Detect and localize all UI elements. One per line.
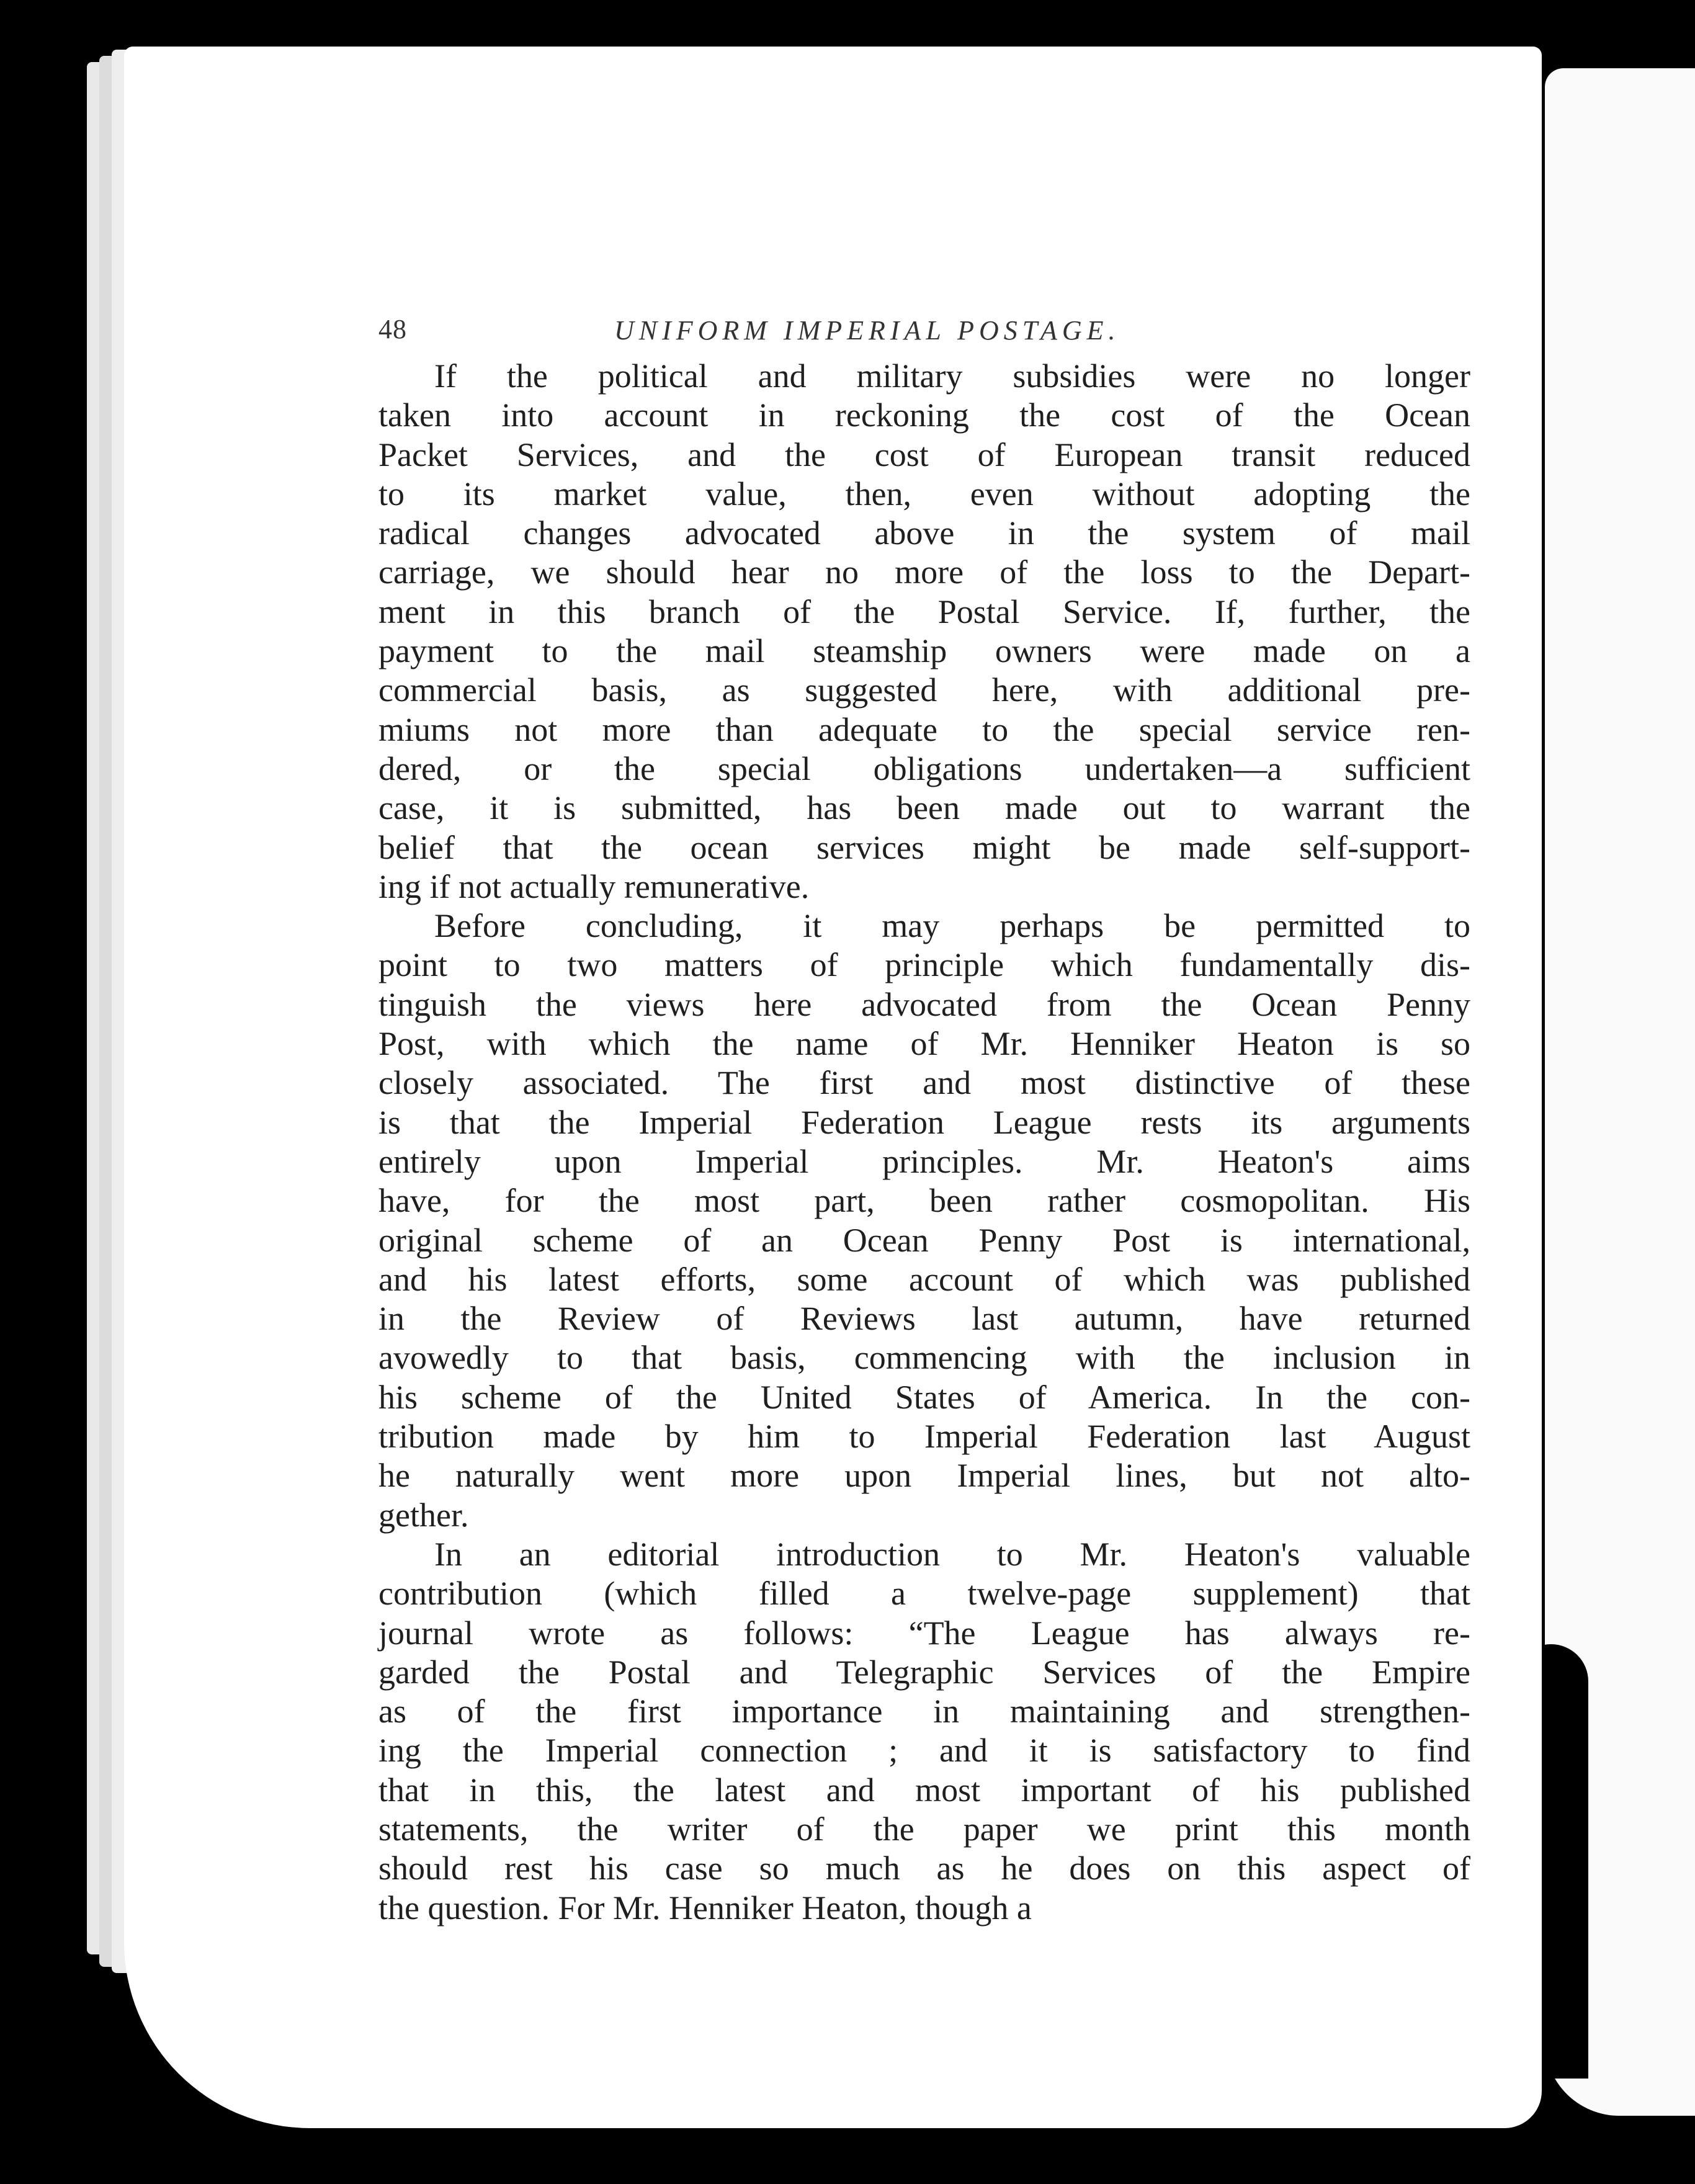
text-line: miums not more than adequate to the special service ren- [378, 710, 1470, 748]
text-line: and his latest efforts, some account of which was published [378, 1260, 1470, 1298]
text-line: point to two matters of principle which fundamentally dis- [378, 946, 1470, 984]
paragraph-1 [378, 357, 1470, 906]
text-line: radical changes advocated above in the system of mail [378, 514, 1470, 552]
paragraph-2 [378, 906, 1470, 1535]
text-line: gether. [378, 1496, 469, 1534]
text-line: ing the Imperial connection ; and it is satisfactory to find [378, 1732, 1470, 1770]
text-line: avowedly to that basis, commencing with the inclusion in [378, 1339, 1470, 1377]
running-title: UNIFORM IMPERIAL POSTAGE. [614, 315, 1120, 346]
text-line: dered, or the special obligations undertaken—a sufficient [378, 750, 1470, 787]
text-line: If the political and military subsidies were no longer [434, 357, 1470, 395]
text-line: should rest his case so much as he does on this aspect of [378, 1850, 1470, 1887]
text-line: carriage, we should hear no more of the loss to the Depart- [378, 553, 1470, 591]
text-line: ing if not actually remunerative. [378, 867, 810, 905]
text-line: Post, with which the name of Mr. Henniker Heaton is so [378, 1025, 1470, 1063]
text-line: that in this, the latest and most important of his published [378, 1771, 1470, 1809]
text-line: journal wrote as follows: “The League has always re- [378, 1614, 1470, 1652]
text-line: as of the first importance in maintaining and strengthen- [378, 1693, 1470, 1730]
text-line: payment to the mail steamship owners were made on a [378, 632, 1470, 670]
text-line: tribution made by him to Imperial Federation last August [378, 1418, 1470, 1456]
text-line: original scheme of an Ocean Penny Post is international, [378, 1221, 1470, 1259]
text-line: his scheme of the United States of America. In the con- [378, 1378, 1470, 1416]
text-line: belief that the ocean services might be made self-support- [378, 828, 1470, 866]
text-line: case, it is submitted, has been made out to warrant the [378, 789, 1470, 827]
text-line: ment in this branch of the Postal Service. If, further, the [378, 593, 1470, 630]
text-line: Packet Services, and the cost of European transit reduced [378, 436, 1470, 473]
text-line: in the Review of Reviews last autumn, have returned [378, 1300, 1470, 1338]
text-line: contribution (which filled a twelve-page supplement) that [378, 1575, 1470, 1613]
page-number: 48 [378, 314, 407, 344]
page-content [378, 301, 1470, 1928]
text-line: have, for the most part, been rather cosmopolitan. His [378, 1182, 1470, 1220]
text-line: tinguish the views here advocated from the Ocean Penny [378, 985, 1470, 1023]
text-line: the question. For Mr. Henniker Heaton, though a [378, 1889, 1032, 1927]
text-line: In an editorial introduction to Mr. Heaton's valuable [434, 1535, 1470, 1573]
text-line: to its market value, then, even without adopting the [378, 475, 1470, 512]
running-header [378, 301, 1470, 357]
text-line: commercial basis, as suggested here, with additional pre- [378, 671, 1470, 709]
paragraph-3 [378, 1535, 1470, 1928]
text-line: taken into account in reckoning the cost of the Ocean [378, 396, 1470, 434]
text-line: Before concluding, it may perhaps be permitted to [434, 907, 1470, 945]
text-line: is that the Imperial Federation League rests its arguments [378, 1103, 1470, 1141]
text-line: entirely upon Imperial principles. Mr. Heaton's aims [378, 1142, 1470, 1180]
book-page [124, 47, 1542, 2128]
text-line: he naturally went more upon Imperial lines, but not alto- [378, 1457, 1470, 1495]
text-line: statements, the writer of the paper we print this month [378, 1810, 1470, 1848]
text-line: garded the Postal and Telegraphic Services of the Empire [378, 1653, 1470, 1691]
text-line: closely associated. The first and most distinctive of these [378, 1064, 1470, 1102]
